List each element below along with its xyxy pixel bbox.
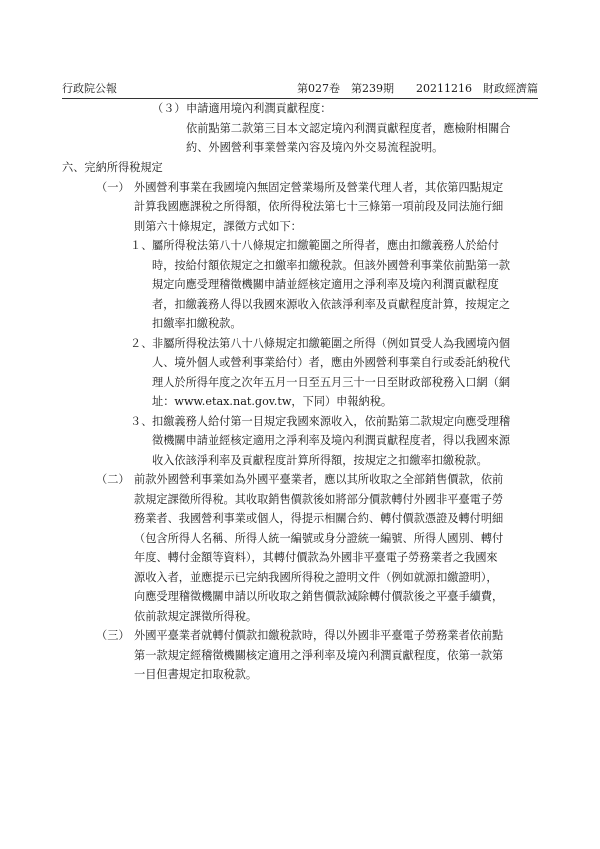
- text-line: 依前點第二款第三目本文認定境內利潤貢獻程度者，應檢附相關合: [186, 122, 511, 135]
- section-title: 六、完納所得稅規定: [62, 161, 163, 174]
- text-line: 收入依該淨利率及貢獻程度計算所得額，按規定之扣繳率扣繳稅款。: [152, 454, 488, 467]
- text-line: 非屬所得稅法第八十八條規定扣繳範圍之所得（例如買受人為我國境內個: [152, 337, 511, 350]
- header-rule: [62, 98, 538, 99]
- text-line: 年度、轉付金額等資料），其轉付價款為外國非平臺電子勞務業者之我國來: [134, 551, 498, 564]
- para2-label: （二）: [96, 473, 130, 486]
- gazette-title: 行政院公報: [62, 82, 117, 95]
- text-line: 向應受理稽徵機關申請以所收取之銷售價款減除轉付價款後之平臺手續費，: [134, 590, 504, 603]
- sub1-label: １、: [130, 239, 153, 252]
- text-line: 一目但書規定扣取稅款。: [134, 668, 258, 681]
- text-line: 第一款規定經稽徵機關核定適用之淨利率及境內利潤貢獻程度，依第一款第: [134, 649, 504, 662]
- text-line: 屬所得稅法第八十八條規定扣繳範圍之所得者，應由扣繳義務人於給付: [152, 239, 499, 252]
- item3-label: （３）: [152, 102, 186, 115]
- text-line: 務業者、我國營利事業或個人，得提示相關合約、轉付價款憑證及轉付明細: [134, 512, 504, 525]
- text-line: 時，按給付額依規定之扣繳率扣繳稅款。但該外國營利事業依前點第一款: [152, 259, 511, 272]
- text-line: 徵機關申請並經核定適用之淨利率及境內利潤貢獻程度者，得以我國來源: [152, 434, 511, 447]
- text-line: 扣繳義務人給付第一目規定我國來源收入，依前點第二款規定向應受理稽: [152, 415, 511, 428]
- text-line: 外國營利事業在我國境內無固定營業場所及營業代理人者，其依第四點規定: [134, 181, 504, 194]
- text-line: 約、外國營利事業營業內容及境內外交易流程說明。: [186, 141, 444, 154]
- text-line: （包含所得人名稱、所得人統一編號或身分證統一編號、所得人國別、轉付: [134, 532, 504, 545]
- text-line: 扣繳率扣繳稅款。: [152, 317, 242, 330]
- sub2-label: ２、: [130, 337, 153, 350]
- text-line: 計算我國應課稅之所得額，依所得稅法第七十三條第一項前段及同法施行細: [134, 200, 504, 213]
- text-line: 依前款規定課徵所得稅。: [134, 610, 258, 623]
- item3-title: 申請適用境內利潤貢獻程度：: [186, 102, 332, 115]
- para3-label: （三）: [96, 629, 130, 642]
- text-line: 者，扣繳義務人得以我國來源收入依該淨利率及貢獻程度計算，按規定之: [152, 298, 511, 311]
- text-line: 款規定課徵所得稅。其收取銷售價款後如將部分價款轉付外國非平臺電子勞: [134, 493, 504, 506]
- text-line: 人、境外個人或營利事業給付）者，應由外國營利事業自行或委託納稅代: [152, 356, 511, 369]
- page-header: [62, 82, 538, 96]
- text-line: 前款外國營利事業如為外國平臺業者，應以其所收取之全部銷售價款，依前: [134, 473, 504, 486]
- text-line: 址：www.etax.nat.gov.tw，下同）申報納稅。: [152, 395, 393, 408]
- para1-label: （一）: [96, 181, 130, 194]
- issue-info: 第027卷 第239期 20211216 財政經濟篇: [297, 82, 538, 95]
- text-line: 理人於所得年度之次年五月一日至五月三十一日至財政部稅務入口網（網: [152, 376, 511, 389]
- text-line: 則第六十條規定，課徵方式如下：: [134, 220, 302, 233]
- text-line: 外國平臺業者就轉付價款扣繳稅款時，得以外國非平臺電子勞務業者依前點: [134, 629, 504, 642]
- text-line: 源收入者，並應提示已完納我國所得稅之證明文件（例如就源扣繳證明），: [134, 571, 498, 584]
- text-line: 規定向應受理稽徵機關申請並經核定適用之淨利率及境內利潤貢獻程度: [152, 278, 499, 291]
- sub3-label: ３、: [130, 415, 153, 428]
